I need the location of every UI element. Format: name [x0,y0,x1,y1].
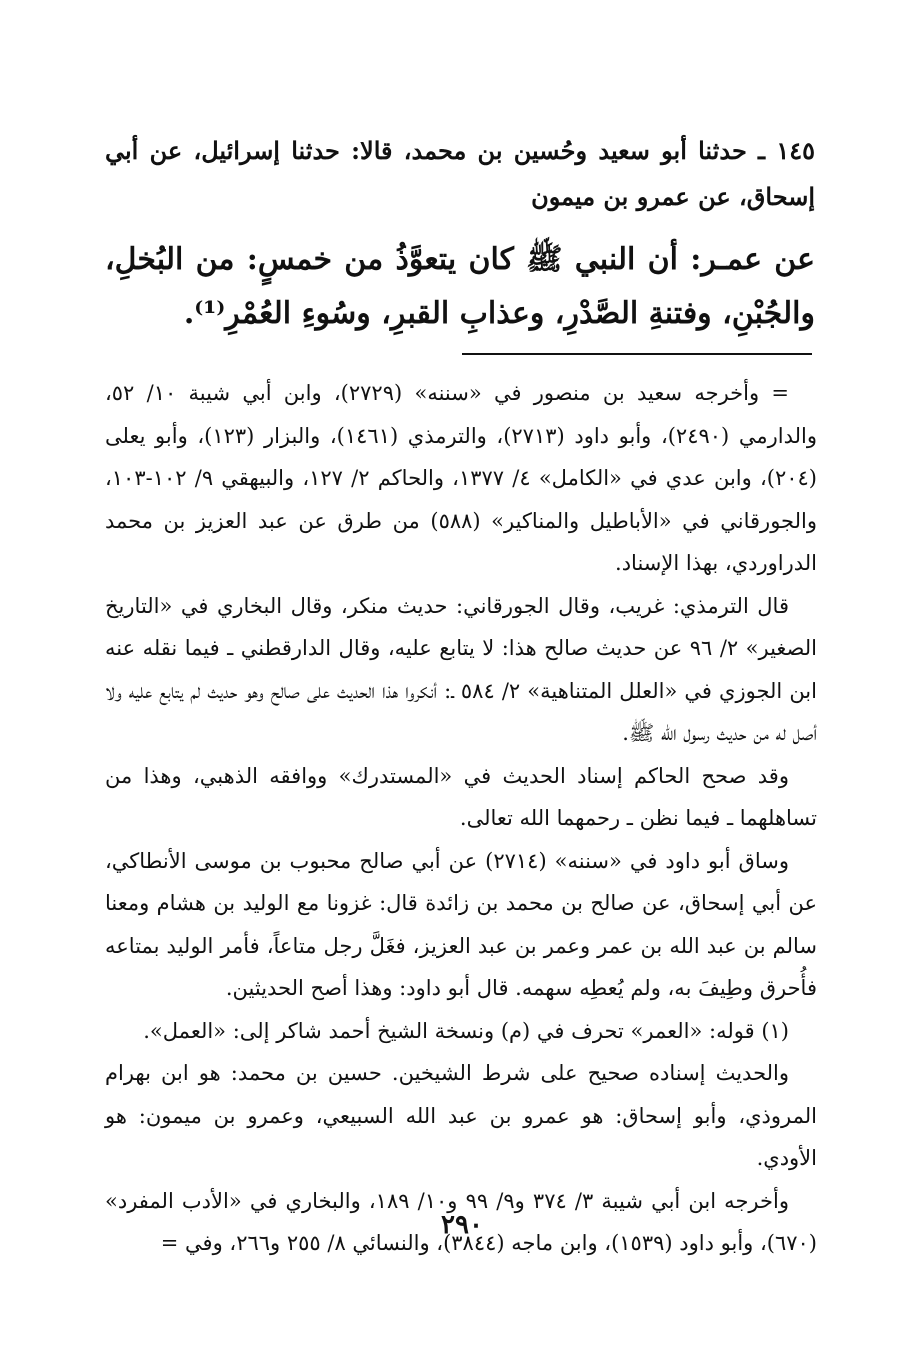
footnotes [105,372,817,1265]
footnote-1: (١) قوله: «العمر» تحرف في (م) ونسخة الشيخ أحمد شاكر إلى: «العمل». [143,1018,789,1043]
hadith-matn: عن عمـر: أن النبي ﷺ كان يتعوَّذُ من خمسٍ: من البُخلِ، والجُبْنِ، وفتنةِ الصَّدْرِ، وعذابِ القبرِ، وسُوءِ العُمْرِ⁽¹⁾. [105,242,815,331]
page-number: ٢٩٠ [441,1210,483,1240]
note-paragraph: = وأخرجه سعيد بن منصور في «سننه» (٢٧٢٩)، وابن أبي شيبة ١٠/ ٥٢، والدارمي (٢٤٩٠)، وأبو داود (٢٧١٣)، والترمذي (١٤٦١)، والبزار (١٢٣)، وأبو يعلى (٢٠٤)، وابن عدي في «الكامل» ٤/ ١٣٧٧، والحاكم ٢/ ١٢٧، والبيهقي ٩/ ١٠٢-١٠٣، والجورقاني في «الأباطيل والمناكير» (٥٨٨) من طرق عن عبد العزيز بن محمد الدراوردي، بهذا الإسناد. [105,381,817,575]
footnote-divider [462,353,812,355]
note-paragraph: وأخرجه ابن أبي شيبة ٣/ ٣٧٤ و٩/ ٩٩ و١٠/ ١٨٩، والبخاري في «الأدب المفرد» (٦٧٠)، وأبو داود (١٥٣٩)، وابن ماجه (٣٨٤٤)، والنسائي ٨/ ٢٥٥ و٢٦٦، وفي = [105,1188,817,1255]
hadith-isnad: ١٤٥ ـ حدثنا أبو سعيد وحُسين بن محمد، قالا: حدثنا إسرائيل، عن أبي إسحاق، عن عمرو بن ميمون [105,136,815,211]
note-paragraph: وساق أبو داود في «سننه» (٢٧١٤) عن أبي صالح محبوب بن موسى الأنطاكي، عن أبي إسحاق، عن صالح بن محمد بن زائدة قال: غزونا مع الوليد بن هشام ومعنا سالم بن عبد الله بن عمر وعمر بن عبد العزيز، فغَلَّ رجل متاعاً، فأمر الوليد بمتاعه فأُحرق وطِيفَ به، ولم يُعطِه سهمه. قال أبو داود: وهذا أصح الحديثين. [105,848,817,1000]
note-paragraph: والحديث إسناده صحيح على شرط الشيخين. حسين بن محمد: هو ابن بهرام المروذي، وأبو إسحاق: هو عمرو بن عبد الله السبيعي، وعمرو بن ميمون: هو الأودي. [105,1061,817,1170]
note-paragraph: وقد صحح الحاكم إسناد الحديث في «المستدرك» ووافقه الذهبي، وهذا من تساهلهما ـ فيما نظن ـ رحمهما الله تعالى. [105,763,817,830]
note-paragraph: قال الترمذي: غريب، وقال الجورقاني: حديث منكر، وقال البخاري في «التاريخ الصغير» ٢/ ٩٦ عن حديث صالح هذا: لا يتابع عليه، وقال الدارقطني ـ فيما نقله عنه ابن الجوزي في «العلل المتناهية» ٢/ ٥٨٤ ـ: أنكروا هذا الحديث على صالح وهو حديث لم يتابع عليه ولا أصل له من حديث رسول الله ﷺ. [105,593,817,745]
